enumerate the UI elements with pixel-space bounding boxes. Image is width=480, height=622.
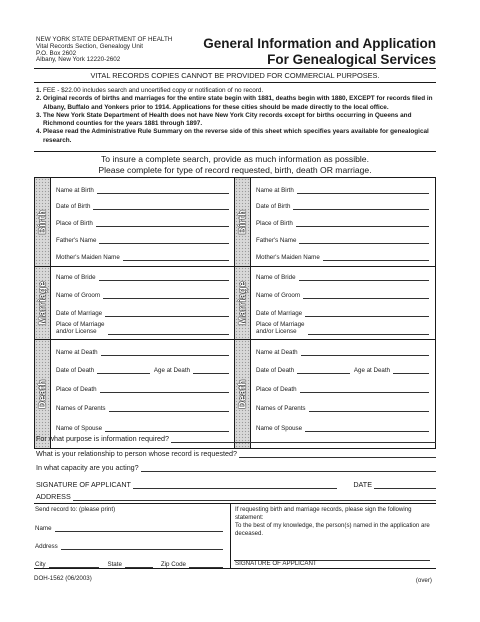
capacity-field[interactable]: In what capacity are you acting? bbox=[36, 462, 436, 472]
place-of-birth-field[interactable]: Place of Birth bbox=[256, 217, 429, 227]
record-request-grid bbox=[34, 177, 436, 449]
name-at-death-field[interactable]: Name at Death bbox=[256, 346, 429, 356]
birth-section bbox=[235, 178, 435, 267]
agency-line: P.O. Box 2602 bbox=[36, 49, 77, 57]
address-field[interactable]: ADDRESS bbox=[36, 491, 436, 501]
names-of-parents-field[interactable]: Names of Parents bbox=[56, 402, 229, 412]
form-id: DOH-1562 (06/2003) bbox=[34, 575, 92, 582]
statement-line-2: To the best of my knowledge, the person(s) named in the application are deceased. bbox=[235, 522, 430, 537]
marriage-tab bbox=[235, 267, 251, 339]
and-or-license-label: and/or License bbox=[256, 327, 297, 335]
note-text: The New York State Department of Health does not have New York City records except for births occurring in Queens and Richmond counties for the years 1881 through 1897. bbox=[43, 111, 412, 128]
send-record-header: Send record to: (please print) bbox=[35, 506, 116, 513]
send-name-field[interactable]: Name bbox=[35, 522, 223, 532]
state-label: State bbox=[107, 561, 122, 568]
birth-tab-label: Birth bbox=[37, 209, 48, 235]
birth-tab bbox=[35, 178, 51, 266]
form-title bbox=[203, 36, 436, 68]
place-of-birth-field[interactable]: Place of Birth bbox=[56, 217, 229, 227]
commercial-notice: VITAL RECORDS COPIES CANNOT BE PROVIDED FOR COMMERCIAL PURPOSES. bbox=[90, 71, 380, 80]
send-city-state-zip-field[interactable] bbox=[35, 558, 223, 568]
name-at-birth-field[interactable]: Name at Birth bbox=[56, 184, 229, 194]
marriage-section bbox=[35, 267, 235, 340]
name-at-birth-field[interactable]: Name at Birth bbox=[256, 184, 429, 194]
note-item bbox=[36, 87, 436, 95]
name-of-bride-field[interactable]: Name of Bride bbox=[56, 271, 229, 281]
place-of-marriage-field[interactable] bbox=[56, 319, 229, 335]
names-of-parents-field[interactable]: Names of Parents bbox=[256, 402, 429, 412]
note-number: 4. bbox=[36, 128, 42, 136]
record-column-right bbox=[235, 178, 435, 448]
birth-tab-label: Birth bbox=[237, 209, 248, 235]
mothers-maiden-name-field[interactable]: Mother's Maiden Name bbox=[256, 251, 429, 261]
title-line-1: General Information and Application bbox=[203, 36, 436, 51]
name-of-spouse-field[interactable]: Name of Spouse bbox=[256, 422, 429, 432]
send-address-field[interactable]: Address bbox=[35, 540, 223, 550]
marriage-tab-label: Marriage bbox=[237, 280, 248, 326]
fathers-name-field[interactable]: Father's Name bbox=[256, 234, 429, 244]
date-label: DATE bbox=[353, 480, 372, 489]
and-or-license-label: and/or License bbox=[56, 327, 97, 335]
death-tab-label: Death bbox=[237, 379, 248, 409]
date-of-birth-field[interactable]: Date of Birth bbox=[256, 200, 429, 210]
death-tab bbox=[35, 340, 51, 448]
date-of-death-field[interactable]: Date of Death Age at Death bbox=[256, 364, 429, 374]
agency-address bbox=[36, 37, 172, 64]
instruction-line-1: To insure a complete search, provide as much information as possible. bbox=[101, 154, 369, 164]
mothers-maiden-name-field[interactable]: Mother's Maiden Name bbox=[56, 251, 229, 261]
note-number: 1. bbox=[36, 87, 42, 94]
over-label: (over) bbox=[415, 577, 432, 584]
relationship-field[interactable]: What is your relationship to person whose record is requested? bbox=[36, 448, 436, 458]
note-number: 3. bbox=[36, 111, 42, 119]
marriage-section bbox=[235, 267, 435, 340]
date-of-marriage-field[interactable]: Date of Marriage bbox=[256, 307, 429, 317]
agency-line: NEW YORK STATE DEPARTMENT OF HEALTH bbox=[36, 36, 173, 43]
death-section bbox=[35, 340, 235, 448]
date-of-birth-field[interactable]: Date of Birth bbox=[56, 200, 229, 210]
note-text: FEE - $22.00 includes search and uncertified copy or notification of no record. bbox=[43, 87, 264, 94]
date-of-death-field[interactable]: Date of Death Age at Death bbox=[56, 364, 229, 374]
place-of-marriage-label: Place of Marriage bbox=[56, 321, 105, 328]
agency-line: Vital Records Section, Genealogy Unit bbox=[36, 42, 143, 50]
birth-section bbox=[35, 178, 235, 267]
note-text: Please read the Administrative Rule Summary on the reverse side of this sheet which specifies years available for genealogical research. bbox=[43, 128, 429, 144]
note-number: 2. bbox=[36, 95, 42, 103]
name-of-spouse-field[interactable]: Name of Spouse bbox=[56, 422, 229, 432]
place-of-marriage-field[interactable] bbox=[256, 319, 429, 335]
name-of-groom-field[interactable]: Name of Groom bbox=[256, 289, 429, 299]
agency-line: Albany, New York 12220-2602 bbox=[36, 56, 121, 64]
death-tab bbox=[235, 340, 251, 448]
instruction-line-2: Please complete for type of record requested, birth, death OR marriage. bbox=[98, 165, 372, 175]
date-of-marriage-field[interactable]: Date of Marriage bbox=[56, 307, 229, 317]
notes-list bbox=[36, 87, 436, 145]
statement-signature-label: SIGNATURE OF APPLICANT bbox=[235, 560, 317, 567]
place-of-death-field[interactable]: Place of Death bbox=[56, 383, 229, 393]
marriage-tab bbox=[35, 267, 51, 339]
mailing-section bbox=[34, 503, 436, 569]
name-at-death-field[interactable]: Name at Death bbox=[56, 346, 229, 356]
birth-tab bbox=[235, 178, 251, 266]
record-column-left bbox=[35, 178, 235, 448]
notes-rule bbox=[34, 151, 436, 152]
notice-rule bbox=[34, 82, 436, 83]
note-text: Original records of births and marriages for the entire state begin with 1881, deaths begin with 1880, EXCEPT for records filed in Albany, Buffalo and Yonkers prior to 1914. Applications for these cities should be made directly to the local office. bbox=[43, 95, 433, 111]
death-section bbox=[235, 340, 435, 448]
note-item bbox=[36, 95, 436, 112]
date-field[interactable] bbox=[374, 483, 436, 489]
city-label: City bbox=[35, 561, 46, 568]
place-of-death-field[interactable]: Place of Death bbox=[256, 383, 429, 393]
purpose-field[interactable]: For what purpose is information required? bbox=[36, 433, 436, 443]
name-of-bride-field[interactable]: Name of Bride bbox=[256, 271, 429, 281]
title-line-2: For Genealogical Services bbox=[267, 52, 436, 67]
fathers-name-field[interactable]: Father's Name bbox=[56, 234, 229, 244]
age-at-death-label: Age at Death bbox=[153, 367, 190, 374]
deceased-statement bbox=[235, 506, 434, 538]
marriage-tab-label: Marriage bbox=[37, 280, 48, 326]
applicant-signature-field[interactable]: SIGNATURE OF APPLICANT DATE bbox=[36, 479, 436, 489]
note-item bbox=[36, 112, 436, 129]
age-at-death-label: Age at Death bbox=[353, 367, 390, 374]
place-of-marriage-label: Place of Marriage bbox=[256, 321, 305, 328]
note-item bbox=[36, 128, 436, 145]
header-rule bbox=[34, 68, 436, 69]
statement-line-1: If requesting birth and marriage records, please sign the following statement: bbox=[235, 506, 412, 521]
name-of-groom-field[interactable]: Name of Groom bbox=[56, 289, 229, 299]
zip-code-label: Zip Code bbox=[160, 561, 186, 568]
death-tab-label: Death bbox=[37, 379, 48, 409]
